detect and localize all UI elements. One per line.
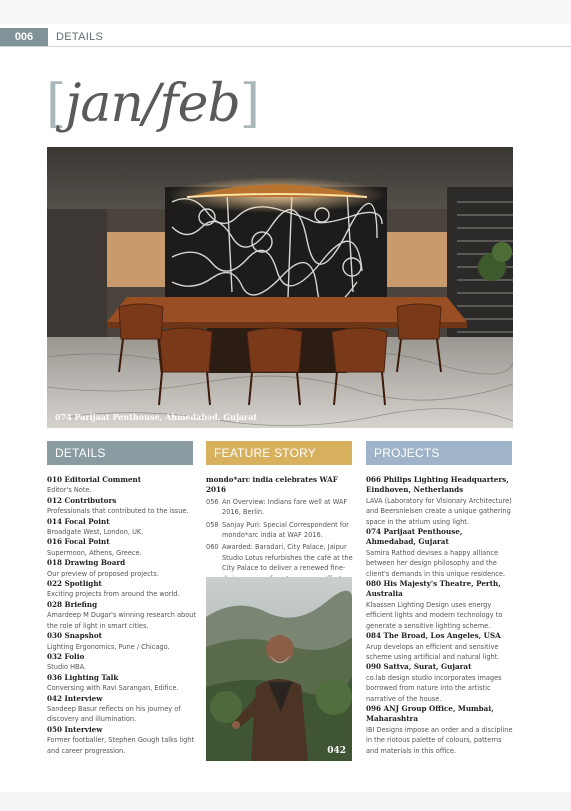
entry-desc: IBI Designs impose an order and a discipline in the riotous palette of colours, patterns and materials in this office. <box>366 725 513 755</box>
issue-bracket-open: [ <box>46 74 66 134</box>
entry-desc: co.lab design studio incorporates images borrowed from nature into the artistic narrative of the house. <box>366 673 502 703</box>
entry-title: 028 Briefing <box>47 599 98 609</box>
item-number: 058 <box>206 520 219 529</box>
entry-title: 018 Drawing Board <box>47 558 126 568</box>
portrait-photo <box>206 577 352 761</box>
list-item[interactable] <box>47 631 197 652</box>
bottom-band <box>0 792 571 811</box>
item-number: 056 <box>206 497 219 506</box>
entry-title: 074 Parijaat Penthouse, Ahmedabad, Gujarat <box>366 527 463 547</box>
entry-title: 014 Focal Point <box>47 516 110 526</box>
list-item[interactable] <box>366 704 514 756</box>
list-item[interactable] <box>366 662 514 704</box>
entry-title: 042 Interview <box>47 693 103 703</box>
projects-list <box>366 475 514 756</box>
entry-title: 050 Interview <box>47 724 103 734</box>
list-item[interactable] <box>366 475 514 527</box>
entry-title: 096 ANJ Group Office, Mumbai, Maharashtra <box>366 703 494 724</box>
issue-title-text: jan/feb <box>65 74 240 134</box>
feature-story-list <box>206 475 354 586</box>
list-item[interactable] <box>47 652 197 673</box>
entry-desc: Amardeep M Dugar's winning research about the role of light in smart cities. <box>47 611 196 630</box>
list-item[interactable] <box>366 527 514 579</box>
page-header <box>0 28 103 46</box>
entry-desc: Klaassen Lighting Design uses energy efficient lights and modern technology to generate a sensitive lighting scheme. <box>366 600 503 630</box>
list-item[interactable] <box>47 694 197 725</box>
list-item[interactable] <box>206 520 354 541</box>
hero-caption: 074 Parijaat Penthouse, Ahmedabad, Gujarat <box>55 412 258 422</box>
top-band <box>0 0 571 24</box>
details-heading: DETAILS <box>47 441 193 465</box>
list-item[interactable] <box>366 631 514 662</box>
hero-photo <box>47 147 513 428</box>
item-number: 060 <box>206 543 219 552</box>
item-text: Awarded: Baradari, City Palace, Jaipur Studio Lotus refurbishes the café at the City Palace to deliver a renewed fine- <box>222 543 353 573</box>
list-item[interactable] <box>47 475 197 496</box>
entry-desc: Lighting Ergonomics, Pune / Chicago. <box>47 642 170 651</box>
item-text: Sanjay Puri: Special Correspondent for mondo*arc india at WAF 2016. <box>222 520 349 540</box>
projects-heading: PROJECTS <box>366 441 512 465</box>
entry-desc: Samira Rathod devises a happy alliance between her design philosophy and the client's demands in this unique residence. <box>366 548 506 578</box>
dining-room-illustration <box>47 147 513 428</box>
entry-title: 012 Contributors <box>47 495 117 505</box>
entry-desc: Conversing with Ravi Sarangan, Edifice. <box>47 684 179 693</box>
entry-title: 010 Editorial Comment <box>47 475 142 484</box>
entry-title: 022 Spotlight <box>47 579 102 589</box>
entry-title: 080 His Majesty's Theatre, Perth, Australia <box>366 579 501 599</box>
issue-bracket-close: ] <box>239 74 260 134</box>
item-text: An Overview: Indians fare well at WAF 2016, Berlin. <box>222 497 348 517</box>
entry-desc: Supermoon, Athens, Greece. <box>47 548 142 557</box>
entry-desc: Sandeep Basur reflects on his journey of discovery and illumination. <box>47 704 181 724</box>
entry-desc: Broadgate West, London, UK. <box>47 528 144 537</box>
feature-title: mondo*arc india celebrates WAF 2016 <box>206 475 338 495</box>
entry-desc: Former footballer, Stephen Gough talks light and career progression. <box>47 736 195 755</box>
entry-desc: Studio HBA. <box>47 663 87 672</box>
entry-desc: Exciting projects from around the world. <box>47 590 180 599</box>
entry-title: 032 Folio <box>47 651 85 661</box>
list-item[interactable] <box>366 579 514 631</box>
page-number: 006 <box>0 28 48 46</box>
feature-story-heading: FEATURE STORY <box>206 441 352 465</box>
list-item[interactable] <box>47 600 197 631</box>
entry-title: 084 The Broad, Los Angeles, USA <box>366 631 501 641</box>
entry-title: 016 Focal Point <box>47 537 110 547</box>
list-item[interactable] <box>47 517 197 538</box>
list-item[interactable] <box>47 496 197 517</box>
entry-desc: LAVA (Laboratory for Visionary Architecture) and Beersnielsen create a unique gathering space in the atrium using light. <box>366 496 512 526</box>
section-label: DETAILS <box>56 31 104 43</box>
list-item[interactable] <box>206 497 354 518</box>
portrait-illustration <box>206 577 352 761</box>
list-item[interactable] <box>47 579 197 600</box>
entry-desc: Our preview of proposed projects. <box>47 569 159 578</box>
photo-page-number: 042 <box>327 746 346 756</box>
list-item[interactable] <box>47 725 197 756</box>
list-item[interactable] <box>47 558 197 579</box>
entry-desc: Arup develops an efficient and sensitive scheme using artificial and natural light. <box>366 642 500 661</box>
entry-title: 066 Philips Lighting Headquarters, Eindhoven, Netherlands <box>366 475 509 495</box>
entry-title: 090 Sattva, Surat, Gujarat <box>366 662 472 672</box>
details-list <box>47 475 197 756</box>
issue-title <box>46 74 259 134</box>
header-rule <box>0 46 571 47</box>
entry-title: 036 Lighting Talk <box>47 672 119 682</box>
entry-desc: Professionals that contributed to the issue. <box>47 507 189 516</box>
entry-desc: Editor's Note. <box>47 486 92 495</box>
entry-title: 030 Snapshot <box>47 631 102 641</box>
list-item[interactable] <box>47 673 197 694</box>
list-item[interactable] <box>47 537 197 558</box>
